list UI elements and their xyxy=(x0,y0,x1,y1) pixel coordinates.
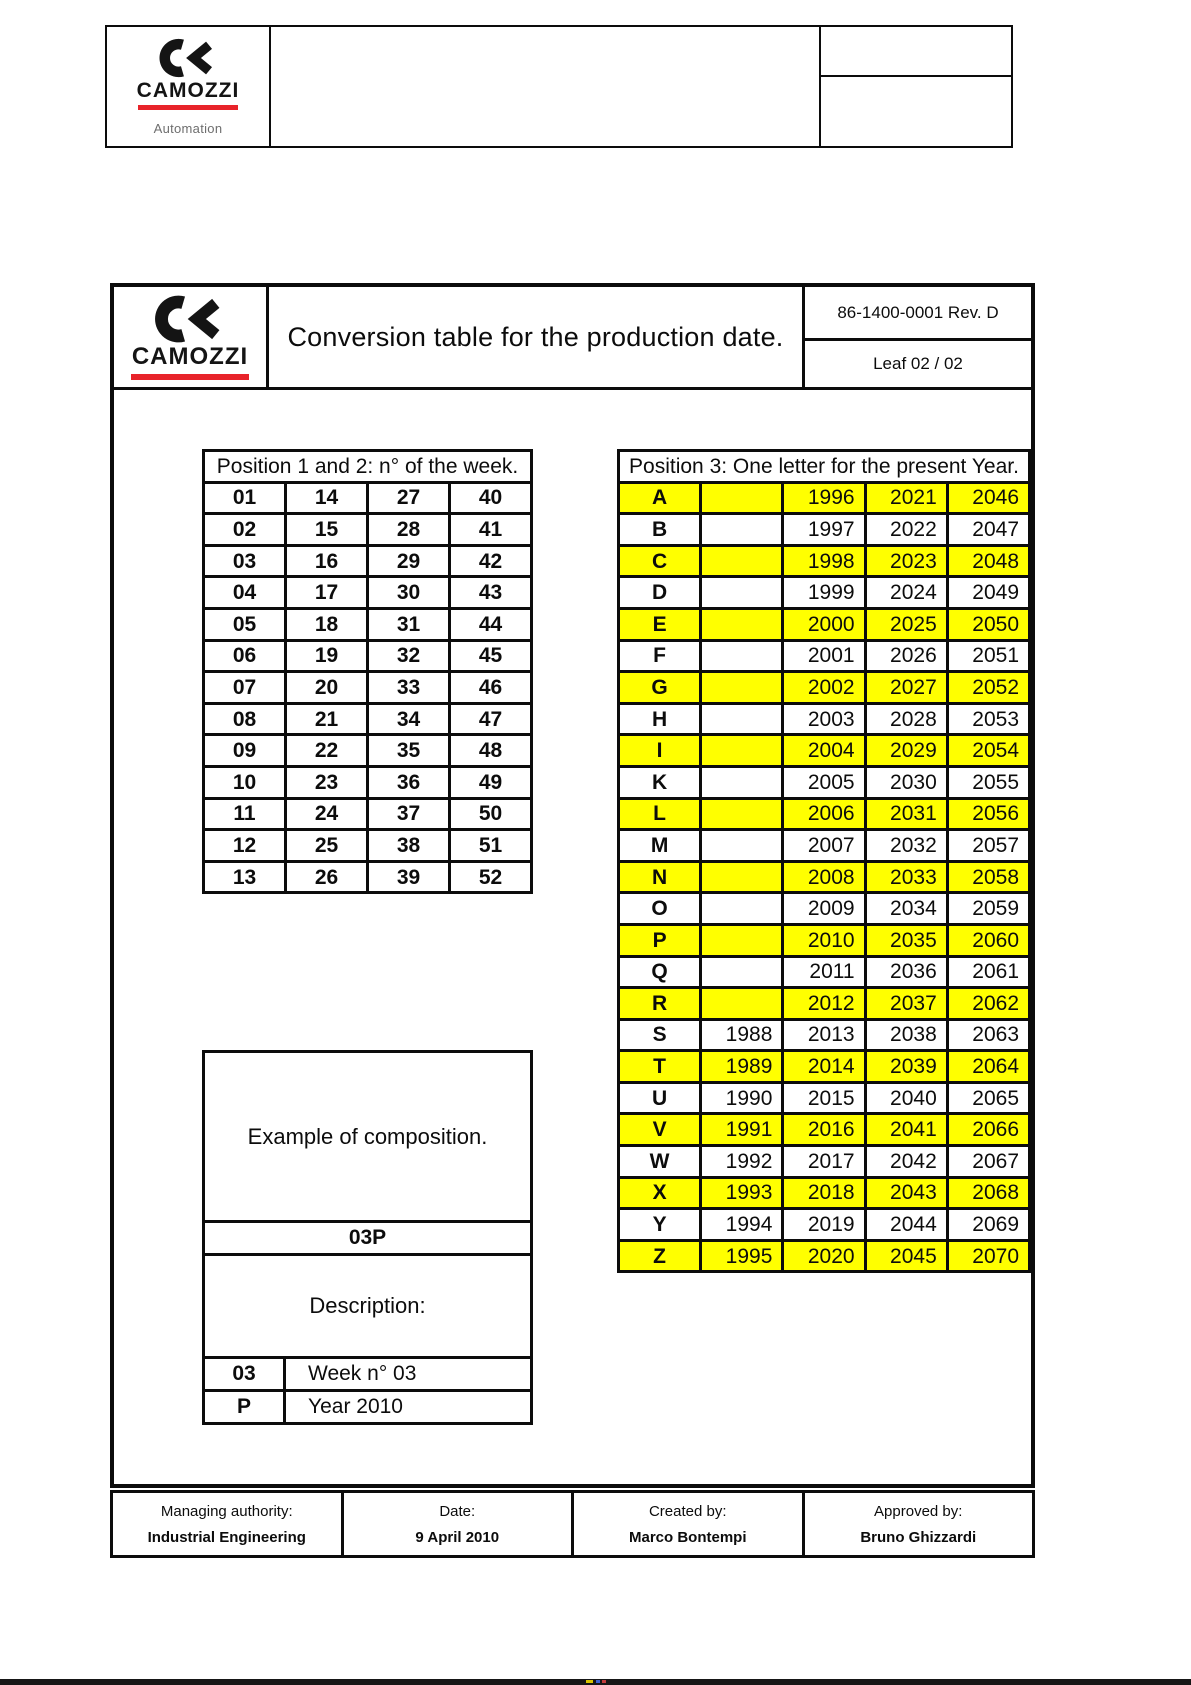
example-description-label: Description: xyxy=(309,1293,426,1318)
week-row xyxy=(204,861,532,893)
year-value-cell: 2070 xyxy=(947,1240,1029,1272)
week-row xyxy=(204,830,532,862)
year-value-cell: 2027 xyxy=(865,672,947,704)
year-value-cell: 2018 xyxy=(783,1177,865,1209)
year-value-cell: 2039 xyxy=(865,1051,947,1083)
year-value-cell: 2014 xyxy=(783,1051,865,1083)
week-cell: 35 xyxy=(368,735,450,767)
footer-label: Created by: xyxy=(648,1502,727,1520)
footer-cell xyxy=(805,1493,1033,1555)
year-row xyxy=(619,514,1030,546)
top-header-right-cell xyxy=(821,27,1011,146)
year-value-cell: 2022 xyxy=(865,514,947,546)
example-code: 03P xyxy=(205,1220,530,1256)
week-cell: 42 xyxy=(450,545,532,577)
week-cell: 44 xyxy=(450,608,532,640)
year-value-cell: 2065 xyxy=(947,1082,1029,1114)
year-value-cell: 2067 xyxy=(947,1146,1029,1178)
year-value-cell: 2024 xyxy=(865,577,947,609)
year-value-cell: 2021 xyxy=(865,482,947,514)
week-cell: 17 xyxy=(286,577,368,609)
year-value-cell: 1990 xyxy=(701,1082,783,1114)
year-letter-cell: B xyxy=(619,514,701,546)
week-cell: 15 xyxy=(286,514,368,546)
year-value-cell: 2061 xyxy=(947,956,1029,988)
year-value-cell: 2055 xyxy=(947,766,1029,798)
year-table xyxy=(617,449,1031,1273)
footer-cell xyxy=(344,1493,575,1555)
top-header-logo-cell xyxy=(107,27,271,146)
year-row xyxy=(619,956,1030,988)
year-value-cell: 2048 xyxy=(947,545,1029,577)
week-cell: 02 xyxy=(204,514,286,546)
page-edge-marker xyxy=(602,1680,606,1683)
year-value-cell: 2023 xyxy=(865,545,947,577)
year-value-cell: 2057 xyxy=(947,830,1029,862)
year-value-cell: 2058 xyxy=(947,861,1029,893)
year-letter-cell: Z xyxy=(619,1240,701,1272)
year-row xyxy=(619,861,1030,893)
year-value-cell: 2026 xyxy=(865,640,947,672)
year-letter-cell: F xyxy=(619,640,701,672)
footer-cell xyxy=(574,1493,805,1555)
year-table-title-row xyxy=(619,451,1030,483)
year-value-cell: 2043 xyxy=(865,1177,947,1209)
year-value-cell: 1993 xyxy=(701,1177,783,1209)
week-cell: 10 xyxy=(204,766,286,798)
week-row xyxy=(204,608,532,640)
year-value-cell: 2040 xyxy=(865,1082,947,1114)
document-header xyxy=(114,287,1031,390)
week-cell: 09 xyxy=(204,735,286,767)
week-row xyxy=(204,514,532,546)
footer-value: Industrial Engineering xyxy=(147,1528,306,1546)
week-cell: 38 xyxy=(368,830,450,862)
week-cell: 31 xyxy=(368,608,450,640)
camozzi-mark-icon xyxy=(157,38,219,78)
year-letter-cell: U xyxy=(619,1082,701,1114)
year-value-cell: 2053 xyxy=(947,703,1029,735)
year-value-cell xyxy=(701,514,783,546)
year-value-cell: 2064 xyxy=(947,1051,1029,1083)
year-row xyxy=(619,766,1030,798)
week-row xyxy=(204,672,532,704)
year-value-cell: 2025 xyxy=(865,608,947,640)
week-cell: 23 xyxy=(286,766,368,798)
year-value-cell: 2035 xyxy=(865,924,947,956)
year-value-cell: 2013 xyxy=(783,1019,865,1051)
week-cell: 32 xyxy=(368,640,450,672)
year-row xyxy=(619,924,1030,956)
example-row-text: Year 2010 xyxy=(308,1395,403,1418)
week-cell: 46 xyxy=(450,672,532,704)
week-cell: 49 xyxy=(450,766,532,798)
year-row xyxy=(619,640,1030,672)
year-letter-cell: K xyxy=(619,766,701,798)
year-row xyxy=(619,893,1030,925)
year-value-cell: 2020 xyxy=(783,1240,865,1272)
year-value-cell xyxy=(701,956,783,988)
week-cell: 39 xyxy=(368,861,450,893)
year-letter-cell: A xyxy=(619,482,701,514)
week-cell: 45 xyxy=(450,640,532,672)
week-row xyxy=(204,482,532,514)
year-value-cell: 1999 xyxy=(783,577,865,609)
year-value-cell xyxy=(701,608,783,640)
week-cell: 28 xyxy=(368,514,450,546)
example-row-code: P xyxy=(205,1392,286,1422)
year-value-cell: 1989 xyxy=(701,1051,783,1083)
year-letter-cell: Y xyxy=(619,1209,701,1241)
year-value-cell: 2059 xyxy=(947,893,1029,925)
year-value-cell: 2060 xyxy=(947,924,1029,956)
week-cell: 07 xyxy=(204,672,286,704)
footer-value: Marco Bontempi xyxy=(628,1528,747,1546)
year-value-cell: 2012 xyxy=(783,988,865,1020)
document-ref-cell xyxy=(805,287,1031,387)
week-cell: 33 xyxy=(368,672,450,704)
year-value-cell: 2045 xyxy=(865,1240,947,1272)
year-value-cell: 2051 xyxy=(947,640,1029,672)
footer-value: Bruno Ghizzardi xyxy=(860,1528,977,1546)
document-logo-cell xyxy=(114,287,269,387)
footer-label: Date: xyxy=(439,1502,476,1520)
year-row xyxy=(619,1240,1030,1272)
year-value-cell xyxy=(701,766,783,798)
year-value-cell: 1995 xyxy=(701,1240,783,1272)
top-header-empty-cell xyxy=(271,27,821,146)
example-row xyxy=(205,1356,530,1389)
week-cell: 37 xyxy=(368,798,450,830)
year-value-cell xyxy=(701,545,783,577)
week-cell: 26 xyxy=(286,861,368,893)
year-value-cell: 2054 xyxy=(947,735,1029,767)
year-row xyxy=(619,1114,1030,1146)
year-letter-cell: D xyxy=(619,577,701,609)
year-value-cell: 2004 xyxy=(783,735,865,767)
year-row xyxy=(619,988,1030,1020)
week-cell: 51 xyxy=(450,830,532,862)
week-cell: 14 xyxy=(286,482,368,514)
footer-label: Managing authority: xyxy=(160,1502,293,1520)
year-value-cell xyxy=(701,482,783,514)
year-value-cell: 2005 xyxy=(783,766,865,798)
footer-table xyxy=(110,1490,1035,1558)
year-letter-cell: Q xyxy=(619,956,701,988)
year-value-cell: 2030 xyxy=(865,766,947,798)
week-cell: 08 xyxy=(204,703,286,735)
year-value-cell: 2049 xyxy=(947,577,1029,609)
top-header-right-bottom-cell xyxy=(821,77,1011,146)
year-value-cell: 2056 xyxy=(947,798,1029,830)
week-cell: 50 xyxy=(450,798,532,830)
year-value-cell: 1996 xyxy=(783,482,865,514)
camozzi-logo xyxy=(131,295,249,380)
example-row xyxy=(205,1389,530,1422)
week-row xyxy=(204,577,532,609)
year-row xyxy=(619,1082,1030,1114)
year-value-cell xyxy=(701,893,783,925)
camozzi-mark-icon xyxy=(152,295,228,343)
year-row xyxy=(619,798,1030,830)
week-cell: 20 xyxy=(286,672,368,704)
example-box xyxy=(202,1050,533,1425)
year-value-cell: 1991 xyxy=(701,1114,783,1146)
year-letter-cell: S xyxy=(619,1019,701,1051)
year-value-cell: 2050 xyxy=(947,608,1029,640)
year-value-cell: 2007 xyxy=(783,830,865,862)
year-value-cell: 2028 xyxy=(865,703,947,735)
year-value-cell: 2062 xyxy=(947,988,1029,1020)
year-letter-cell: M xyxy=(619,830,701,862)
year-letter-cell: V xyxy=(619,1114,701,1146)
week-table xyxy=(202,449,533,894)
year-value-cell: 1998 xyxy=(783,545,865,577)
year-row xyxy=(619,608,1030,640)
year-table-title: Position 3: One letter for the present Year. xyxy=(619,451,1030,483)
week-row xyxy=(204,798,532,830)
year-value-cell: 2008 xyxy=(783,861,865,893)
year-value-cell xyxy=(701,672,783,704)
week-cell: 03 xyxy=(204,545,286,577)
week-cell: 27 xyxy=(368,482,450,514)
year-value-cell: 2003 xyxy=(783,703,865,735)
week-cell: 21 xyxy=(286,703,368,735)
page-edge-marker xyxy=(586,1680,593,1683)
page-edge-marker xyxy=(596,1680,600,1683)
camozzi-logo xyxy=(137,38,240,136)
year-value-cell: 2011 xyxy=(783,956,865,988)
year-value-cell: 2006 xyxy=(783,798,865,830)
year-value-cell: 2041 xyxy=(865,1114,947,1146)
week-cell: 52 xyxy=(450,861,532,893)
year-row xyxy=(619,1177,1030,1209)
year-row xyxy=(619,672,1030,704)
year-value-cell: 2063 xyxy=(947,1019,1029,1051)
year-value-cell xyxy=(701,861,783,893)
week-cell: 47 xyxy=(450,703,532,735)
top-header-right-top-cell xyxy=(821,27,1011,77)
year-row xyxy=(619,577,1030,609)
week-cell: 25 xyxy=(286,830,368,862)
year-value-cell: 1997 xyxy=(783,514,865,546)
brand-name: CAMOZZI xyxy=(131,342,249,370)
year-letter-cell: X xyxy=(619,1177,701,1209)
year-value-cell: 2047 xyxy=(947,514,1029,546)
week-cell: 13 xyxy=(204,861,286,893)
example-row-text: Week n° 03 xyxy=(308,1362,417,1385)
example-row-code: 03 xyxy=(205,1359,286,1389)
year-value-cell: 2036 xyxy=(865,956,947,988)
week-cell: 40 xyxy=(450,482,532,514)
year-row xyxy=(619,735,1030,767)
year-value-cell: 1994 xyxy=(701,1209,783,1241)
year-value-cell: 2010 xyxy=(783,924,865,956)
week-cell: 34 xyxy=(368,703,450,735)
week-cell: 43 xyxy=(450,577,532,609)
week-table-body xyxy=(204,451,532,893)
year-letter-cell: W xyxy=(619,1146,701,1178)
footer-label: Approved by: xyxy=(874,1502,963,1520)
top-header-table xyxy=(105,25,1013,148)
year-letter-cell: E xyxy=(619,608,701,640)
year-value-cell xyxy=(701,924,783,956)
year-value-cell xyxy=(701,798,783,830)
year-value-cell: 2029 xyxy=(865,735,947,767)
year-letter-cell: C xyxy=(619,545,701,577)
year-row xyxy=(619,1146,1030,1178)
year-value-cell: 2015 xyxy=(783,1082,865,1114)
week-cell: 24 xyxy=(286,798,368,830)
week-cell: 36 xyxy=(368,766,450,798)
year-letter-cell: T xyxy=(619,1051,701,1083)
year-value-cell xyxy=(701,735,783,767)
year-value-cell: 2037 xyxy=(865,988,947,1020)
year-value-cell: 2019 xyxy=(783,1209,865,1241)
brand-name: CAMOZZI xyxy=(136,78,240,102)
week-table-title-row xyxy=(204,451,532,483)
document-leaf: Leaf 02 / 02 xyxy=(873,354,963,373)
year-value-cell: 1992 xyxy=(701,1146,783,1178)
example-title: Example of composition. xyxy=(247,1123,488,1149)
year-row xyxy=(619,1019,1030,1051)
document-number: 86-1400-0001 Rev. D xyxy=(805,287,1031,341)
year-value-cell xyxy=(701,640,783,672)
year-value-cell: 2002 xyxy=(783,672,865,704)
week-cell: 05 xyxy=(204,608,286,640)
week-cell: 06 xyxy=(204,640,286,672)
page-bottom-edge xyxy=(0,1679,1191,1685)
year-row xyxy=(619,545,1030,577)
year-row xyxy=(619,830,1030,862)
brand-red-bar xyxy=(138,105,238,110)
week-cell: 29 xyxy=(368,545,450,577)
year-value-cell: 2066 xyxy=(947,1114,1029,1146)
year-row xyxy=(619,1209,1030,1241)
footer-cell xyxy=(113,1493,344,1555)
year-value-cell: 2032 xyxy=(865,830,947,862)
year-letter-cell: G xyxy=(619,672,701,704)
week-cell: 16 xyxy=(286,545,368,577)
year-letter-cell: I xyxy=(619,735,701,767)
year-value-cell xyxy=(701,577,783,609)
year-value-cell: 2052 xyxy=(947,672,1029,704)
week-cell: 30 xyxy=(368,577,450,609)
year-value-cell xyxy=(701,703,783,735)
year-value-cell xyxy=(701,830,783,862)
year-value-cell: 2031 xyxy=(865,798,947,830)
week-row xyxy=(204,545,532,577)
year-letter-cell: L xyxy=(619,798,701,830)
week-row xyxy=(204,735,532,767)
year-letter-cell: R xyxy=(619,988,701,1020)
year-value-cell: 2069 xyxy=(947,1209,1029,1241)
year-value-cell xyxy=(701,988,783,1020)
year-table-body xyxy=(619,451,1030,1272)
year-letter-cell: P xyxy=(619,924,701,956)
year-value-cell: 2038 xyxy=(865,1019,947,1051)
year-value-cell: 2001 xyxy=(783,640,865,672)
week-row xyxy=(204,703,532,735)
year-row xyxy=(619,1051,1030,1083)
year-value-cell: 2000 xyxy=(783,608,865,640)
year-value-cell: 2034 xyxy=(865,893,947,925)
week-row xyxy=(204,766,532,798)
footer-value: 9 April 2010 xyxy=(415,1528,500,1546)
document-title: Conversion table for the production date. xyxy=(269,287,805,387)
week-table-title: Position 1 and 2: n° of the week. xyxy=(204,451,532,483)
week-cell: 18 xyxy=(286,608,368,640)
year-value-cell: 2046 xyxy=(947,482,1029,514)
week-cell: 01 xyxy=(204,482,286,514)
week-cell: 11 xyxy=(204,798,286,830)
brand-red-bar xyxy=(131,374,249,380)
year-letter-cell: N xyxy=(619,861,701,893)
year-value-cell: 2009 xyxy=(783,893,865,925)
week-cell: 04 xyxy=(204,577,286,609)
year-letter-cell: O xyxy=(619,893,701,925)
year-letter-cell: H xyxy=(619,703,701,735)
year-value-cell: 2016 xyxy=(783,1114,865,1146)
year-value-cell: 1988 xyxy=(701,1019,783,1051)
year-row xyxy=(619,482,1030,514)
year-row xyxy=(619,703,1030,735)
year-value-cell: 2017 xyxy=(783,1146,865,1178)
week-cell: 12 xyxy=(204,830,286,862)
year-value-cell: 2068 xyxy=(947,1177,1029,1209)
year-value-cell: 2033 xyxy=(865,861,947,893)
week-row xyxy=(204,640,532,672)
year-value-cell: 2042 xyxy=(865,1146,947,1178)
week-cell: 48 xyxy=(450,735,532,767)
week-cell: 41 xyxy=(450,514,532,546)
week-cell: 19 xyxy=(286,640,368,672)
brand-subtitle: Automation xyxy=(153,120,223,136)
year-value-cell: 2044 xyxy=(865,1209,947,1241)
week-cell: 22 xyxy=(286,735,368,767)
